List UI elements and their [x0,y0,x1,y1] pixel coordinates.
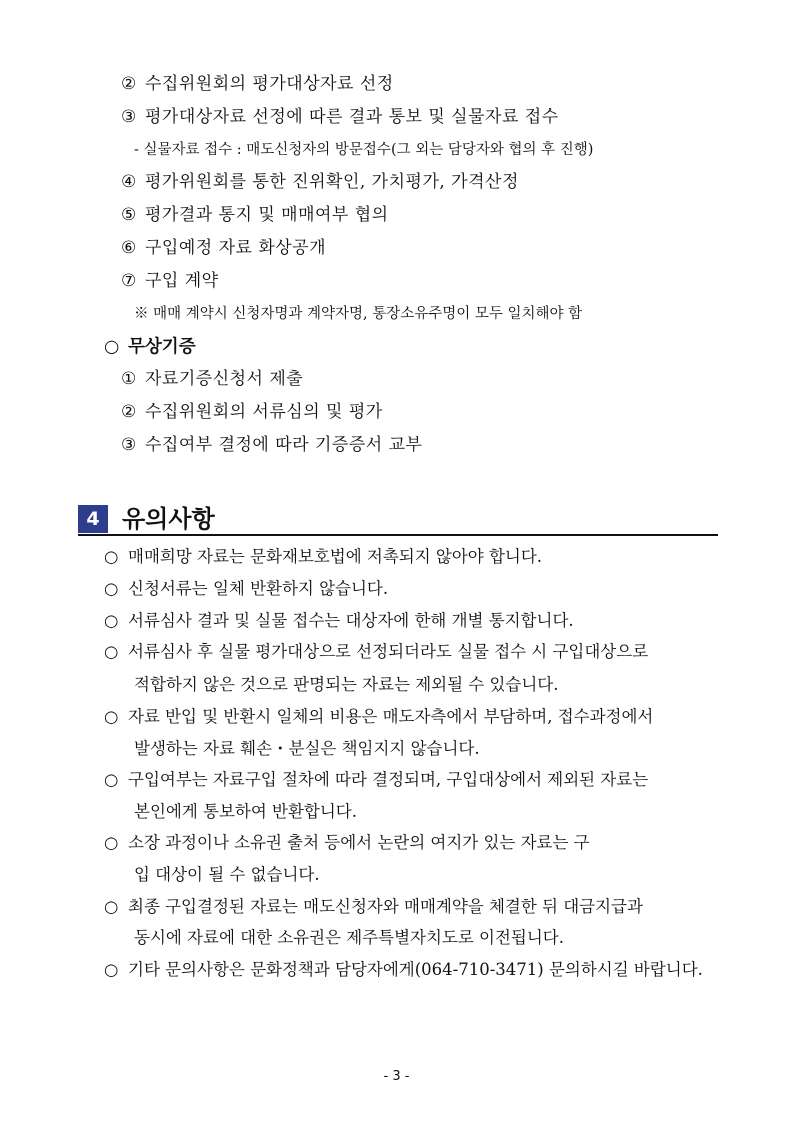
notice-text: 신청서류는 일체 반환하지 않습니다. [128,579,389,598]
notice-text: 구입여부는 자료구입 절차에 따라 결정되며, 구입대상에서 제외된 자료는 [128,770,649,789]
step-text: 수집여부 결정에 따라 기증증서 교부 [145,435,423,455]
donation-heading [104,339,196,357]
step-text: 평가대상자료 선정에 따른 결과 통보 및 실물자료 접수 [145,107,559,127]
notice-text-continued: 입 대상이 될 수 없습니다. [134,865,320,884]
section-title: 유의사항 [122,505,215,533]
step-text: 평가위원회를 통한 진위확인, 가치평가, 가격산정 [145,172,519,192]
purchase-step-5 [121,207,389,224]
bullet-circle: ○ [104,960,119,979]
bullet-circle: ○ [104,642,119,661]
bullet-circle: ○ [104,770,119,789]
step-text: 평가결과 통지 및 매매여부 협의 [145,205,389,225]
section-header [78,504,718,536]
notice-item [104,899,643,916]
bullet-circle: ○ [104,579,119,598]
notice-text-continued: 적합하지 않은 것으로 판명되는 자료는 제외될 수 있습니다. [134,675,559,694]
section-number-badge: 4 [78,505,108,533]
step-marker: ③ [121,107,137,127]
purchase-step-3 [121,109,559,126]
notice-item [104,835,590,852]
receipt-note: - 실물자료 접수 : 매도신청자의 방문접수(그 외는 담당자와 협의 후 진행) [134,142,594,158]
step-marker: ④ [121,172,137,192]
notice-text: 서류심사 결과 및 실물 접수는 대상자에 한해 개별 통지합니다. [128,611,574,630]
donation-step-3 [121,437,422,454]
bullet-circle: ○ [104,547,119,566]
step-marker: ① [121,369,137,389]
purchase-step-2 [121,76,394,93]
donation-title: 무상기증 [128,337,196,357]
bullet-circle: ○ [104,337,120,357]
step-marker: ② [121,74,137,94]
notice-item [104,644,648,661]
step-marker: ⑥ [121,238,137,258]
bullet-circle: ○ [104,833,119,852]
notice-item [104,581,388,598]
step-text: 수집위원회의 평가대상자료 선정 [145,74,394,94]
step-text: 자료기증신청서 제출 [145,369,304,389]
notice-text-continued: 본인에게 통보하여 반환합니다. [134,802,357,821]
step-marker: ② [121,402,137,422]
notice-text: 서류심사 후 실물 평가대상으로 선정되더라도 실물 접수 시 구입대상으로 [128,642,649,661]
bullet-circle: ○ [104,611,119,630]
notice-text-continued: 발생하는 자료 훼손・분실은 책임지지 않습니다. [134,739,480,758]
notice-text: 자료 반입 및 반환시 일체의 비용은 매도자측에서 부담하며, 접수과정에서 [128,707,654,726]
step-marker: ③ [121,435,137,455]
purchase-step-7 [121,273,219,290]
notice-item [104,549,542,566]
notice-text: 최종 구입결정된 자료는 매도신청자와 매매계약을 체결한 뒤 대금지급과 [128,897,643,916]
step-text: 구입 계약 [145,271,219,291]
step-marker: ⑤ [121,205,137,225]
notice-item [104,709,653,726]
contract-note: ※ 매매 계약시 신청자명과 계약자명, 통장소유주명이 모두 일치해야 함 [134,306,583,322]
notice-text: 매매희망 자료는 문화재보호법에 저촉되지 않아야 합니다. [128,547,543,566]
page-number: - 3 - [383,1069,410,1084]
donation-step-2 [121,404,383,421]
notice-item [104,613,574,630]
purchase-step-4 [121,174,519,191]
step-marker: ⑦ [121,271,137,291]
donation-step-1 [121,371,303,388]
bullet-circle: ○ [104,897,119,916]
notice-text: 소장 과정이나 소유권 출처 등에서 논란의 여지가 있는 자료는 구 [128,833,590,852]
notice-text-continued: 동시에 자료에 대한 소유권은 제주특별자치도로 이전됩니다. [134,928,564,947]
step-text: 수집위원회의 서류심의 및 평가 [145,402,383,422]
bullet-circle: ○ [104,707,119,726]
notice-text: 기타 문의사항은 문화정책과 담당자에게(064-710-3471) 문의하시길 바랍니다. [128,960,703,979]
notice-item [104,962,703,979]
step-text: 구입예정 자료 화상공개 [145,238,327,258]
notice-item [104,772,648,789]
purchase-step-6 [121,240,326,257]
